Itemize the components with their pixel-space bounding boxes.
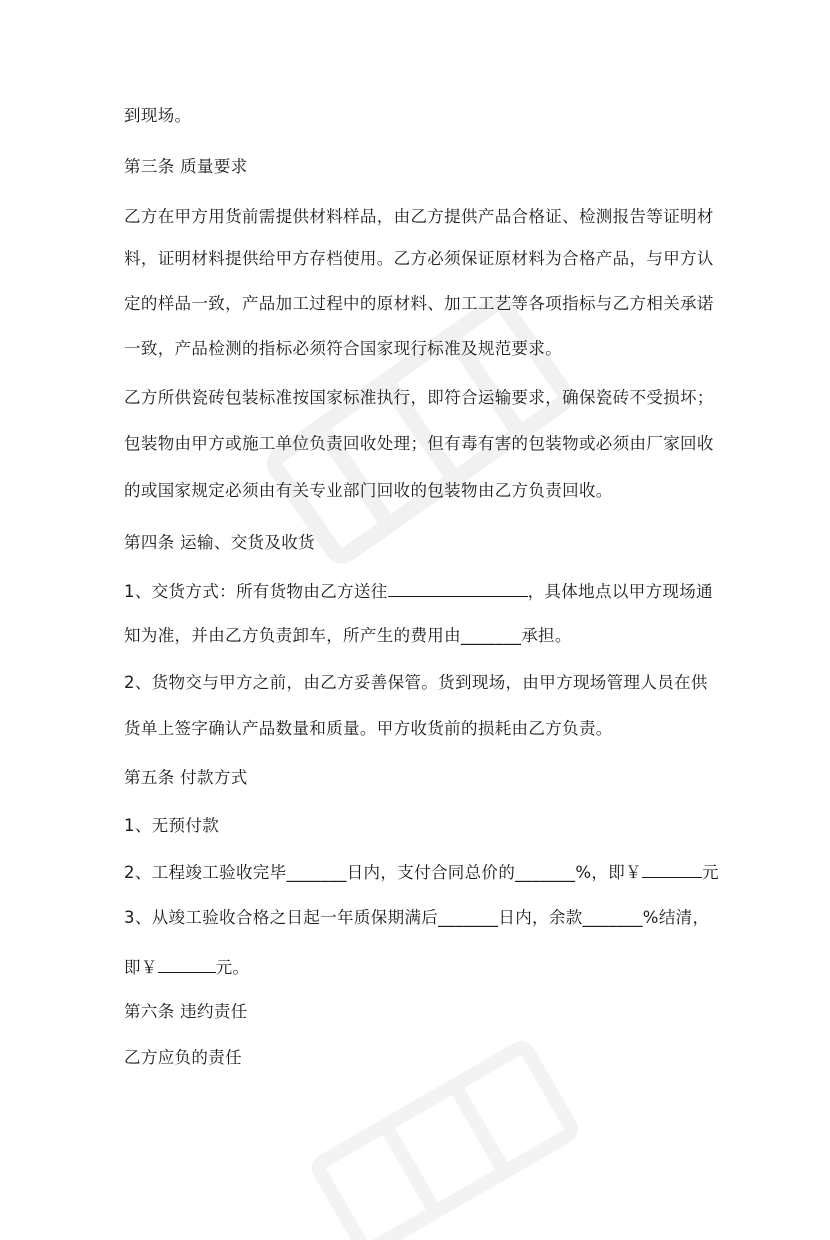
text-line: 1、无预付款 xyxy=(124,816,220,835)
destination-blank xyxy=(388,578,528,597)
delivery-text-b: ，具体地点以甲方现场通 xyxy=(527,582,713,601)
section-heading: 第六条 违约责任 xyxy=(124,1002,248,1021)
amount-blank xyxy=(642,859,702,878)
text-line: 2、货物交与甲方之前，由乙方妥善保管。货到现场，由甲方现场管理人员在供 xyxy=(124,673,708,692)
payment-2-unit: 元 xyxy=(701,863,719,882)
text-line: 乙方所供瓷砖包装标准按国家标准执行，即符合运输要求，确保瓷砖不受损坏； xyxy=(124,388,714,407)
text-line: 的或国家规定必须由有关专业部门回收的包装物由乙方负责回收。 xyxy=(124,481,613,500)
payment-line-3b xyxy=(124,954,249,980)
payment-3b-prefix: 即￥ xyxy=(124,958,158,977)
text-line: 知为准，并由乙方负责卸车，所产生的费用由_______承担。 xyxy=(124,626,572,645)
text-line: 包装物由甲方或施工单位负责回收处理；但有毒有害的包装物或必须由厂家回收 xyxy=(124,434,714,453)
section-heading: 第四条 运输、交货及收货 xyxy=(124,533,315,552)
payment-3b-unit: 元。 xyxy=(215,958,250,977)
text-line: 到现场。 xyxy=(124,106,192,125)
text-line: 料，证明材料提供给甲方存档使用。乙方必须保证原材料为合格产品，与甲方认 xyxy=(124,249,714,268)
payment-line-3: 3、从竣工验收合格之日起一年质保期满后_______日内，余款_______%结清， xyxy=(124,908,710,927)
section-heading: 第五条 付款方式 xyxy=(124,768,248,787)
delivery-text-a: 1、交货方式：所有货物由乙方送往 xyxy=(124,582,388,601)
section-heading: 第三条 质量要求 xyxy=(124,157,248,176)
text-line: 乙方在甲方用货前需提供材料样品，由乙方提供产品合格证、检测报告等证明材 xyxy=(124,207,714,226)
delivery-method-line xyxy=(124,578,713,604)
text-line: 乙方应负的责任 xyxy=(124,1048,242,1067)
payment-line-2 xyxy=(124,859,719,885)
text-line: 一致，产品检测的指标必须符合国家现行标准及规范要求。 xyxy=(124,339,563,358)
amount-blank xyxy=(158,954,216,973)
text-line: 货单上签字确认产品数量和质量。甲方收货前的损耗由乙方负责。 xyxy=(124,719,613,738)
payment-2-text: 2、工程竣工验收完毕_______日内，支付合同总价的_______%，即￥ xyxy=(124,863,642,882)
text-line: 定的样品一致，产品加工过程中的原材料、加工工艺等各项指标与乙方相关承诺 xyxy=(124,294,714,313)
